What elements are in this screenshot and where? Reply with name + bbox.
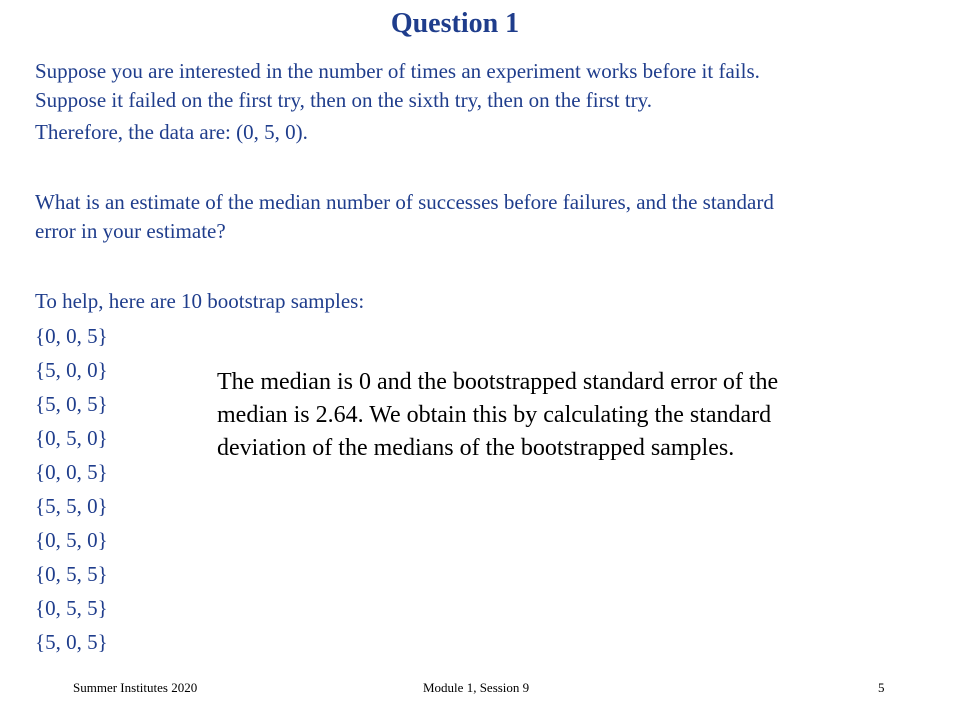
bootstrap-sample: {0, 5, 5}: [35, 562, 108, 586]
bootstrap-sample: {0, 0, 5}: [35, 324, 108, 348]
answer-line: The median is 0 and the bootstrapped standard error of the: [217, 369, 779, 395]
slide-title: Question 1: [390, 8, 520, 39]
bootstrap-sample: {5, 5, 0}: [35, 494, 108, 518]
bootstrap-heading: To help, here are 10 bootstrap samples:: [35, 289, 365, 313]
intro-line: Therefore, the data are: (0, 5, 0).: [35, 120, 308, 144]
bootstrap-sample: {0, 5, 0}: [35, 426, 108, 450]
question-paragraph: [35, 188, 915, 246]
bootstrap-sample-list: [35, 319, 108, 659]
question-line: error in your estimate?: [35, 219, 226, 243]
bootstrap-sample: {5, 0, 5}: [35, 392, 108, 416]
intro-line: Suppose you are interested in the number of times an experiment works before it fails.: [35, 59, 760, 83]
question-line: What is an estimate of the median number of successes before failures, and the standard: [35, 190, 774, 214]
bootstrap-sample: {5, 0, 5}: [35, 630, 108, 654]
bootstrap-sample: {0, 5, 5}: [35, 596, 108, 620]
answer-text: [217, 366, 917, 465]
intro-paragraph: [35, 57, 915, 147]
bootstrap-sample: {0, 5, 0}: [35, 528, 108, 552]
intro-line: Suppose it failed on the first try, then on the sixth try, then on the first try.: [35, 88, 653, 112]
footer-center-text: Module 1, Session 9: [423, 680, 530, 695]
answer-line: median is 2.64. We obtain this by calculating the standard: [217, 402, 772, 428]
answer-line: deviation of the medians of the bootstrapped samples.: [217, 435, 735, 461]
footer-left-text: Summer Institutes 2020: [73, 680, 198, 695]
bootstrap-sample: {0, 0, 5}: [35, 460, 108, 484]
page-number: 5: [878, 680, 885, 695]
bootstrap-sample: {5, 0, 0}: [35, 358, 108, 382]
